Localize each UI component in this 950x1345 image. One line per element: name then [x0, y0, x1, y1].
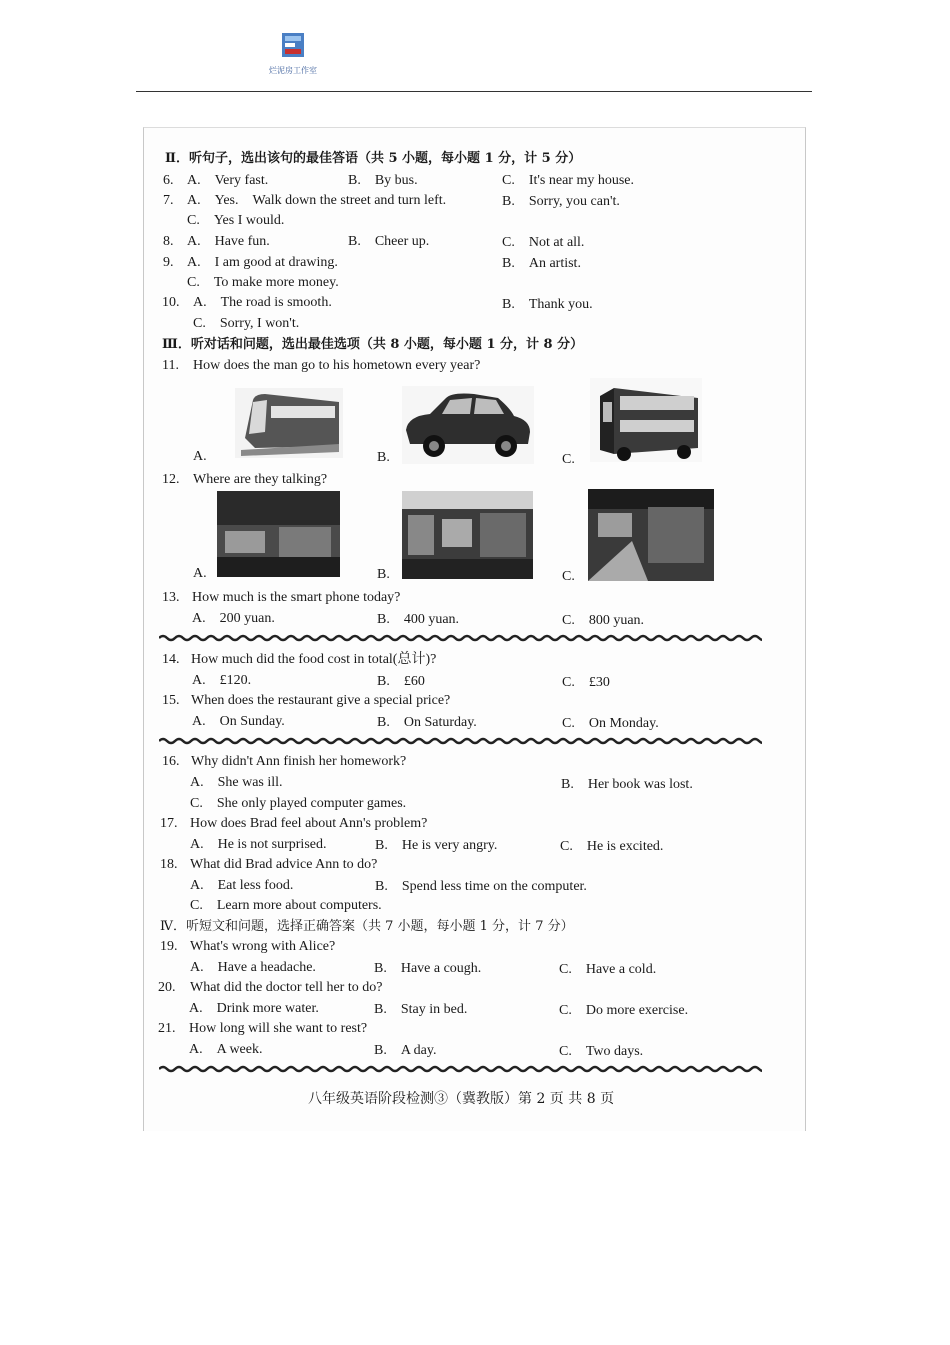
q19-stem: What's wrong with Alice? — [190, 939, 336, 954]
q8-number: 8. — [163, 234, 174, 249]
q13-option-b: B. 400 yuan. — [377, 612, 460, 627]
q19-option-b: B. Have a cough. — [374, 961, 482, 976]
q21-number: 21. — [158, 1021, 176, 1036]
q7-option-a: A. Yes. Walk down the street and turn left. — [187, 193, 447, 208]
q9-option-a: A. I am good at drawing. — [187, 255, 338, 270]
q11-label-a: A. — [193, 449, 207, 464]
q11-label-c: C. — [562, 452, 575, 467]
q9-option-c: C. To make more money. — [187, 275, 339, 290]
bus-icon — [590, 378, 702, 462]
q11-stem: How does the man go to his hometown every year? — [193, 358, 481, 373]
q12-label-b: B. — [377, 567, 390, 582]
q13-stem: How much is the smart phone today? — [192, 590, 401, 605]
q15-option-b: B. On Saturday. — [377, 715, 477, 730]
q12-number: 12. — [162, 472, 180, 487]
q16-number: 16. — [162, 754, 180, 769]
q18-option-a: A. Eat less food. — [190, 878, 294, 893]
q16-option-b: B. Her book was lost. — [561, 777, 693, 792]
q6-number: 6. — [163, 173, 174, 188]
q12-label-c: C. — [562, 569, 575, 584]
q12-stem: Where are they talking? — [193, 472, 328, 487]
q8-option-b: B. Cheer up. — [348, 234, 430, 249]
q6-option-b: B. By bus. — [348, 173, 418, 188]
q12-label-a: A. — [193, 566, 207, 581]
logo-icon — [282, 33, 304, 57]
q19-option-c: C. Have a cold. — [559, 962, 657, 977]
section-2-heading: Ⅱ．听句子，选出该句的最佳答语（共 5 小题，每小题 1 分，计 5 分） — [165, 151, 582, 166]
q7-option-c: C. Yes I would. — [187, 213, 285, 228]
q20-number: 20. — [158, 980, 176, 995]
q13-option-c: C. 800 yuan. — [562, 613, 645, 628]
q16-option-a: A. She was ill. — [190, 775, 283, 790]
q19-option-a: A. Have a headache. — [190, 960, 316, 975]
q20-option-b: B. Stay in bed. — [374, 1002, 468, 1017]
section-4-heading: Ⅳ．听短文和问题，选择正确答案（共 7 小题，每小题 1 分，计 7 分） — [160, 919, 574, 934]
q13-option-a: A. 200 yuan. — [192, 611, 275, 626]
train-icon — [235, 388, 343, 458]
section-3-heading: Ⅲ．听对话和问题，选出最佳选项（共 8 小题，每小题 1 分，计 8 分） — [162, 337, 584, 352]
q10-option-c: C. Sorry, I won't. — [193, 316, 300, 331]
header-rule — [136, 91, 812, 92]
q10-number: 10. — [162, 295, 180, 310]
q7-option-b: B. Sorry, you can't. — [502, 194, 620, 209]
q9-option-b: B. An artist. — [502, 256, 581, 271]
q8-option-c: C. Not at all. — [502, 235, 585, 250]
q21-option-c: C. Two days. — [559, 1044, 644, 1059]
q18-stem: What did Brad advice Ann to do? — [190, 857, 378, 872]
q20-option-c: C. Do more exercise. — [559, 1003, 689, 1018]
q17-option-c: C. He is excited. — [560, 839, 664, 854]
logo — [258, 33, 328, 79]
page-footer: 八年级英语阶段检测③（冀教版）第 2 页 共 8 页 — [308, 1091, 615, 1107]
q21-stem: How long will she want to rest? — [189, 1021, 368, 1036]
q6-option-a: A. Very fast. — [187, 173, 269, 188]
q15-stem: When does the restaurant give a special price? — [191, 693, 451, 708]
q14-option-b: B. £60 — [377, 674, 425, 689]
q11-number: 11. — [162, 358, 179, 373]
hospital-photo — [217, 491, 340, 577]
library-photo — [402, 491, 533, 579]
wave-divider — [159, 737, 762, 745]
q6-option-c: C. It's near my house. — [502, 173, 635, 188]
store-photo — [588, 489, 714, 581]
q15-option-c: C. On Monday. — [562, 716, 659, 731]
q17-option-b: B. He is very angry. — [375, 838, 498, 853]
wave-divider — [159, 634, 762, 642]
q16-stem: Why didn't Ann finish her homework? — [191, 754, 407, 769]
q9-number: 9. — [163, 255, 174, 270]
q19-number: 19. — [160, 939, 178, 954]
q17-stem: How does Brad feel about Ann's problem? — [190, 816, 428, 831]
q7-number: 7. — [163, 193, 174, 208]
q18-option-c: C. Learn more about computers. — [190, 898, 382, 913]
q14-option-a: A. £120. — [192, 673, 252, 688]
q20-option-a: A. Drink more water. — [189, 1001, 319, 1016]
car-icon — [402, 386, 534, 464]
q15-option-a: A. On Sunday. — [192, 714, 285, 729]
q20-stem: What did the doctor tell her to do? — [190, 980, 383, 995]
q14-number: 14. — [162, 652, 180, 667]
q21-option-b: B. A day. — [374, 1043, 437, 1058]
q14-stem: How much did the food cost in total(总计)? — [191, 652, 437, 667]
q21-option-a: A. A week. — [189, 1042, 263, 1057]
q14-option-c: C. £30 — [562, 675, 610, 690]
q18-number: 18. — [160, 857, 178, 872]
q18-option-b: B. Spend less time on the computer. — [375, 879, 587, 894]
q8-option-a: A. Have fun. — [187, 234, 270, 249]
q17-option-a: A. He is not surprised. — [190, 837, 327, 852]
q10-option-b: B. Thank you. — [502, 297, 593, 312]
q10-option-a: A. The road is smooth. — [193, 295, 332, 310]
q13-number: 13. — [162, 590, 180, 605]
q15-number: 15. — [162, 693, 180, 708]
wave-divider — [159, 1065, 762, 1073]
q16-option-c: C. She only played computer games. — [190, 796, 407, 811]
logo-text: 烂泥房工作室 — [269, 66, 317, 75]
q11-label-b: B. — [377, 450, 390, 465]
q17-number: 17. — [160, 816, 178, 831]
